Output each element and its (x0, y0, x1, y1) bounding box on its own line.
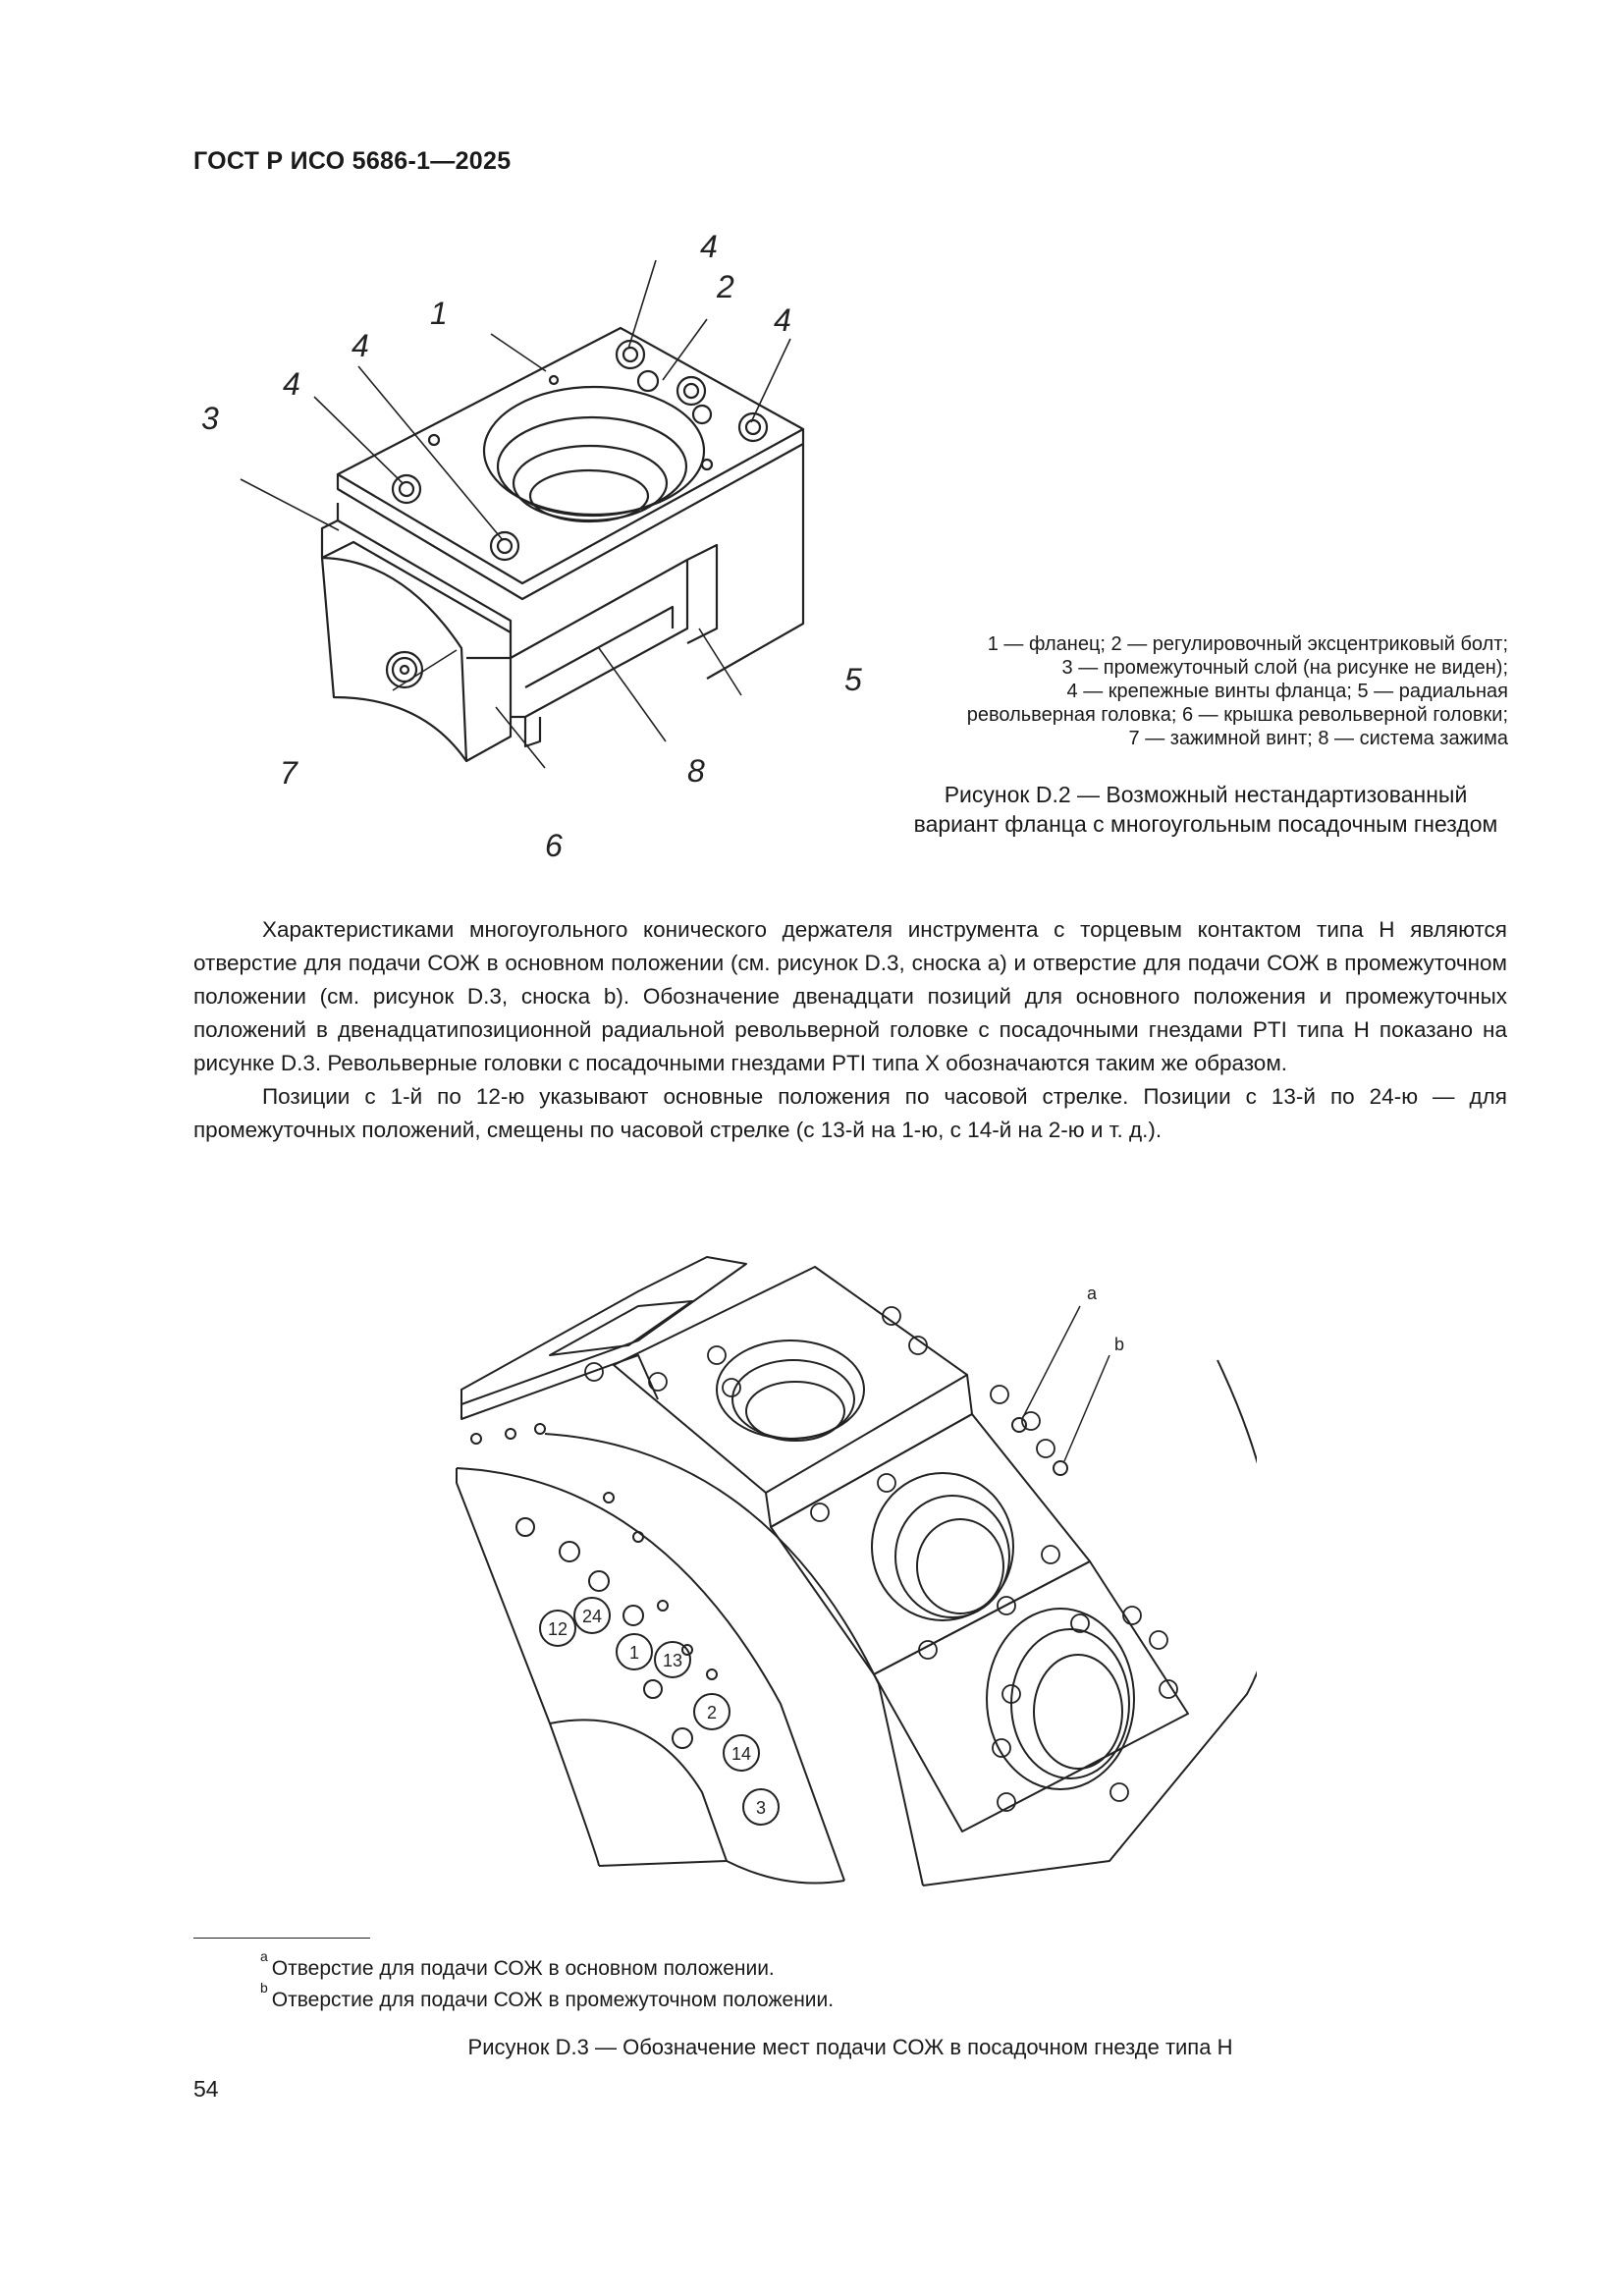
callout-4-top: 4 (700, 229, 718, 264)
figure-d2-drawing (187, 226, 893, 874)
position-label: 1 (629, 1643, 640, 1663)
callout-4-left: 4 (283, 366, 300, 402)
coolant-hole-intermediate (1054, 1461, 1067, 1475)
callout-2: 2 (717, 269, 734, 304)
footnote-a (260, 1948, 775, 1981)
flange-screw (491, 532, 518, 560)
turret-disc (457, 1468, 844, 1881)
position-label: 12 (548, 1619, 568, 1639)
turret-head (338, 444, 803, 679)
position-label: 14 (731, 1744, 752, 1764)
body-text (193, 913, 1507, 1147)
callout-a: a (1087, 1284, 1098, 1303)
callout-4-right: 4 (774, 302, 791, 338)
document-header: ГОСТ Р ИСО 5686-1—2025 (193, 147, 512, 175)
footnote-text: Отверстие для подачи СОЖ в промежуточном положении. (271, 1989, 835, 2011)
callout-6: 6 (545, 828, 563, 863)
figure-d3-drawing (432, 1242, 1257, 1900)
figure-d2-title: Рисунок D.2 — Возможный нестандартизованный вариант фланца с многоугольным посадочным гнездом (913, 782, 1498, 837)
seat-block-lower (874, 1561, 1188, 1831)
adjusting-bolt (677, 377, 705, 405)
flange-top (338, 328, 803, 583)
flange-screw (393, 475, 420, 503)
position-label: 3 (756, 1798, 767, 1818)
figure-d3-title: Рисунок D.3 — Обозначение мест подачи СОЖ в посадочном гнезде типа H (467, 2035, 1233, 2059)
footnote-divider (193, 1938, 370, 1939)
footnote-mark: a (260, 1948, 268, 1964)
figure-d2-legend (903, 632, 1508, 750)
paragraph: Позиции с 1-й по 12-ю указывают основные положения по часовой стрелке. Позиции с 13-й по 24-ю — для промежуточных положений, смещены по часовой стрелке (с 13-й на 1-ю, с 14-й на 2-ю и т. д.). (193, 1084, 1507, 1142)
callout-b: b (1114, 1335, 1125, 1354)
callout-3: 3 (201, 401, 219, 436)
legend-line: револьверная головка; 6 — крышка револьверной головки; (966, 704, 1508, 726)
callout-5: 5 (844, 662, 862, 697)
callout-4-mid: 4 (352, 328, 369, 363)
head-cover (322, 558, 466, 761)
legend-line: 3 — промежуточный слой (на рисунке не виден); (1061, 657, 1508, 679)
page-number: 54 (193, 2076, 219, 2102)
seat-block-middle (771, 1414, 1090, 1674)
legend-line: 7 — зажимной винт; 8 — система зажима (1128, 728, 1508, 749)
position-label: 13 (663, 1651, 683, 1670)
callout-7: 7 (280, 755, 298, 791)
position-label: 24 (582, 1607, 603, 1626)
callout-1: 1 (430, 296, 448, 331)
legend-line: 4 — крепежные винты фланца; 5 — радиальная (1066, 681, 1508, 702)
clamping-system (511, 560, 687, 746)
rear-flange (461, 1257, 746, 1404)
legend-line: 1 — фланец; 2 — регулировочный эксцентриковый болт; (987, 633, 1508, 655)
footnote-b (260, 1980, 835, 2012)
callout-8: 8 (687, 753, 705, 789)
footnote-text: Отверстие для подачи СОЖ в основном положении. (271, 1957, 775, 1980)
footnote-mark: b (260, 1980, 268, 1995)
position-markers (540, 1598, 779, 1825)
position-label: 2 (707, 1703, 718, 1722)
paragraph: Характеристиками многоугольного конического держателя инструмента с торцевым контактом типа H являются отверстие для подачи СОЖ в основном положении (см. рисунок D.3, сноска a) и отверстие для подачи СОЖ в промежуточном положении (см. рисунок D.3, сноска b). Обозначение двенадцати позиций для основного положения и промежуточных положений в двенадцатипозиционной радиальной револьверной головке с посадочными гнездами PTI типа H показано на рисунке D.3. Револьверные головки с посадочными гнездами PTI типа X обозначаются таким же образом. (193, 917, 1507, 1075)
